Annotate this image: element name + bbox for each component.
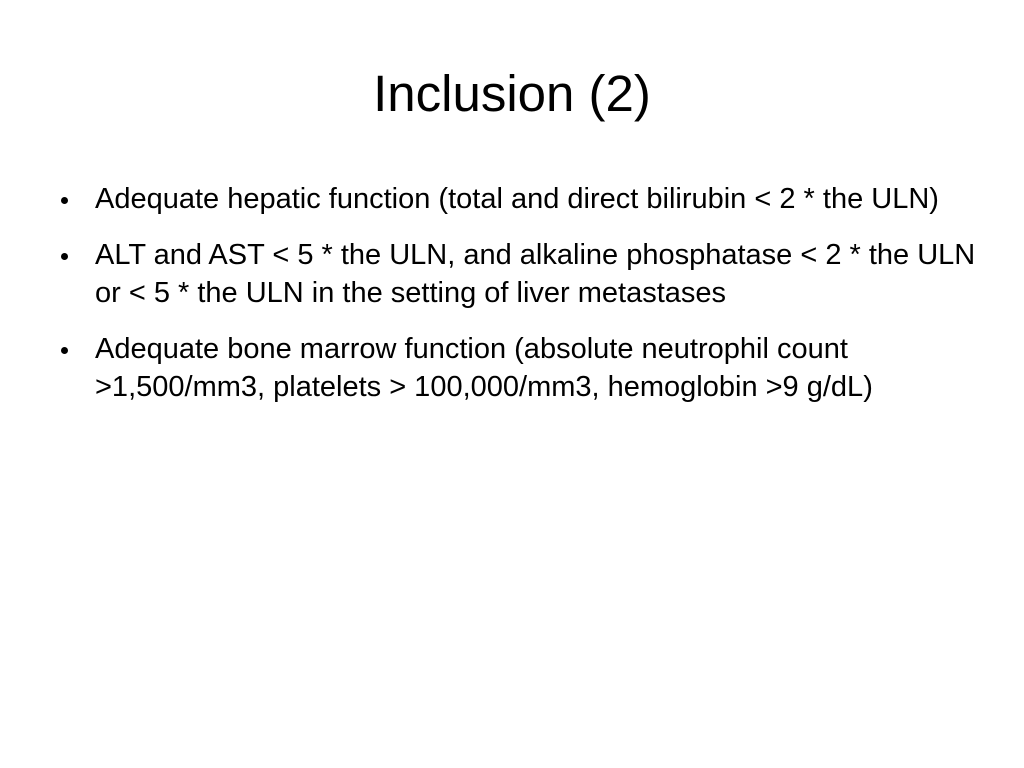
bullet-item-bone-marrow bbox=[58, 330, 988, 406]
bullet-dot-icon bbox=[61, 347, 68, 354]
bullet-dot-icon bbox=[61, 197, 68, 204]
bullet-list bbox=[58, 180, 988, 424]
bullet-text: ALT and AST < 5 * the ULN, and alkaline phosphatase < 2 * the ULN or < 5 * the ULN in the setting of liver metastases bbox=[95, 239, 976, 309]
bullet-dot-icon bbox=[61, 253, 68, 260]
bullet-text: Adequate hepatic function (total and direct bilirubin < 2 * the ULN) bbox=[95, 183, 939, 215]
bullet-item-alt-ast bbox=[58, 236, 988, 312]
bullet-item-hepatic-function bbox=[58, 180, 988, 218]
bullet-text: Adequate bone marrow function (absolute neutrophil count >1,500/mm3, platelets > 100,000/mm3, hemoglobin >9 g/dL) bbox=[95, 333, 873, 403]
slide-title: Inclusion (2) bbox=[373, 65, 651, 122]
